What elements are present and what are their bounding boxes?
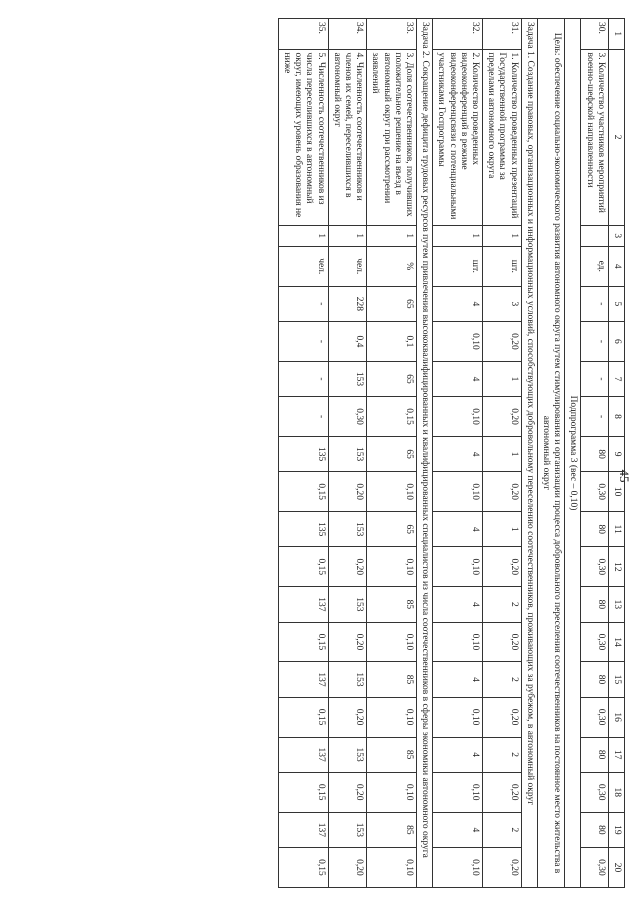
row-number: 31. (482, 19, 521, 50)
header-cell: 8 (608, 397, 624, 437)
cell: 1 (482, 225, 521, 246)
cell: 0,30 (581, 772, 608, 812)
header-cell: 10 (608, 472, 624, 512)
task-row (521, 19, 537, 888)
cell: 0,30 (581, 547, 608, 587)
cell: 4 (433, 437, 483, 472)
cell: 1 (278, 225, 328, 246)
header-cell: 7 (608, 361, 624, 396)
cell: 0,15 (278, 547, 328, 587)
unit: ед. (581, 246, 608, 286)
cell: 80 (581, 662, 608, 697)
cell: 0,30 (581, 697, 608, 737)
cell: 65 (367, 286, 417, 321)
cell: 0,10 (433, 622, 483, 662)
task-row (416, 19, 432, 888)
indicator-name: 2. Количество проведенных видеоконференций в режиме видеоконференцсвязи с потенциальными участниками Госпрограммы (433, 49, 483, 225)
indicator-name: 3. Доля соотечественников, получивших положительное решение на въезд в автономный округ при рассмотрении заявлений (367, 49, 417, 225)
cell: 137 (278, 737, 328, 772)
cell: 0,30 (328, 397, 367, 437)
cell: - (278, 286, 328, 321)
cell: 0,30 (581, 472, 608, 512)
cell: 0,10 (433, 847, 483, 887)
header-cell: 3 (608, 225, 624, 246)
cell: 85 (367, 587, 417, 622)
cell: - (278, 361, 328, 396)
cell: - (581, 321, 608, 361)
cell: 3 (482, 286, 521, 321)
cell: 80 (581, 812, 608, 847)
row-number: 35. (278, 19, 328, 50)
cell: 0,15 (278, 772, 328, 812)
cell: - (278, 321, 328, 361)
cell: 0,15 (278, 622, 328, 662)
cell: 1 (482, 512, 521, 547)
cell (581, 225, 608, 246)
cell: - (581, 286, 608, 321)
cell: - (278, 397, 328, 437)
cell: 0,15 (278, 697, 328, 737)
cell: - (581, 361, 608, 396)
cell: 65 (367, 437, 417, 472)
goal-row (537, 19, 564, 888)
cell: 153 (328, 812, 367, 847)
cell: 0,4 (328, 321, 367, 361)
cell: 0,20 (482, 321, 521, 361)
cell: 0,10 (367, 847, 417, 887)
page-number: 45 (617, 469, 632, 483)
cell: 1 (482, 437, 521, 472)
cell: 0,10 (367, 772, 417, 812)
rotated-table-page (100, 18, 625, 888)
cell: 0,15 (278, 847, 328, 887)
goal-text: Цель: обеспечение социально-экономического развития автономного округа путем стимулирования и организации процесса добровольного переселения соотечественников на постоянное место жительства в автономный округ (537, 19, 564, 888)
task-1-text: Задача 1. Создание правовых, организационных и информационных условий, способствующих добровольному переселению соотечественников, проживающих за рубежом, в автономный округ (521, 19, 537, 888)
cell: 4 (433, 662, 483, 697)
cell: 0,20 (482, 547, 521, 587)
header-cell: 6 (608, 321, 624, 361)
header-cell: 15 (608, 662, 624, 697)
cell: 0,20 (328, 547, 367, 587)
cell: 228 (328, 286, 367, 321)
cell: 4 (433, 812, 483, 847)
cell: 0,10 (367, 472, 417, 512)
cell: 1 (328, 225, 367, 246)
cell: 2 (482, 587, 521, 622)
cell: 0,10 (433, 397, 483, 437)
indicator-name: 5. Численность соотечественников из числа переселившихся в автономный округ, имеющих уровень образования не ниже (278, 49, 328, 225)
cell: 0,20 (328, 772, 367, 812)
cell: 4 (433, 512, 483, 547)
cell: 0,10 (433, 321, 483, 361)
header-cell: 5 (608, 286, 624, 321)
header-cell: 13 (608, 587, 624, 622)
task-2-text: Задача 2. Сокращение дефицита трудовых ресурсов путем привлечения высококвалифицированных и квалифицированных специалистов из числа соотечественников в сферы экономики автономного округа (416, 19, 432, 888)
cell: 153 (328, 662, 367, 697)
cell: 0,10 (433, 547, 483, 587)
table-row (328, 19, 367, 888)
cell: 0,30 (581, 847, 608, 887)
cell: 0,20 (482, 397, 521, 437)
cell: 1 (433, 225, 483, 246)
indicator-name: 3. Количество участников мероприятий военно-шефской направленности (581, 49, 608, 225)
cell: 135 (278, 512, 328, 547)
cell: 1 (482, 361, 521, 396)
header-cell: 1 (608, 19, 624, 50)
cell: 2 (482, 737, 521, 772)
unit: шт. (482, 246, 521, 286)
cell: 153 (328, 361, 367, 396)
cell: 65 (367, 361, 417, 396)
indicator-name: 1. Количество проведенных презентаций Государственной программы за пределами автономного округа (482, 49, 521, 225)
cell: 137 (278, 662, 328, 697)
cell: 0,10 (433, 697, 483, 737)
row-number: 33. (367, 19, 417, 50)
cell: - (581, 397, 608, 437)
table-row (278, 19, 328, 888)
cell: 4 (433, 361, 483, 396)
table-row (433, 19, 483, 888)
header-cell: 4 (608, 246, 624, 286)
unit: чел. (328, 246, 367, 286)
cell: 2 (482, 812, 521, 847)
indicator-name: 4. Численность соотечественников и членов их семей, переселившихся в автономный округ (328, 49, 367, 225)
cell: 137 (278, 587, 328, 622)
cell: 0,30 (581, 622, 608, 662)
header-cell: 2 (608, 49, 624, 225)
cell: 0,20 (328, 622, 367, 662)
table-row (367, 19, 417, 888)
unit: шт. (433, 246, 483, 286)
header-cell: 16 (608, 697, 624, 737)
header-cell: 14 (608, 622, 624, 662)
unit: чел. (278, 246, 328, 286)
cell: 65 (367, 512, 417, 547)
cell: 80 (581, 587, 608, 622)
cell: 0,10 (367, 697, 417, 737)
header-cell: 17 (608, 737, 624, 772)
cell: 137 (278, 812, 328, 847)
cell: 85 (367, 812, 417, 847)
header-cell: 19 (608, 812, 624, 847)
cell: 4 (433, 286, 483, 321)
cell: 0,10 (367, 547, 417, 587)
cell: 0,10 (367, 622, 417, 662)
header-cell: 9 (608, 437, 624, 472)
cell: 0,10 (433, 472, 483, 512)
cell: 0,20 (328, 472, 367, 512)
cell: 80 (581, 512, 608, 547)
cell: 80 (581, 437, 608, 472)
cell: 0,1 (367, 321, 417, 361)
cell: 0,20 (328, 697, 367, 737)
cell: 85 (367, 662, 417, 697)
cell: 4 (433, 737, 483, 772)
header-row (608, 19, 624, 888)
row-number: 30. (581, 19, 608, 50)
table-row (581, 19, 608, 888)
row-number: 32. (433, 19, 483, 50)
subprogram-row (565, 19, 581, 888)
cell: 0,20 (482, 622, 521, 662)
cell: 153 (328, 512, 367, 547)
cell: 0,15 (367, 397, 417, 437)
cell: 1 (367, 225, 417, 246)
header-cell: 12 (608, 547, 624, 587)
cell: 153 (328, 437, 367, 472)
cell: 0,15 (278, 472, 328, 512)
cell: 2 (482, 662, 521, 697)
cell: 85 (367, 737, 417, 772)
indicator-table (278, 18, 625, 888)
cell: 0,20 (328, 847, 367, 887)
cell: 0,20 (482, 772, 521, 812)
row-number: 34. (328, 19, 367, 50)
unit: % (367, 246, 417, 286)
cell: 0,10 (433, 772, 483, 812)
header-cell: 20 (608, 847, 624, 887)
cell: 0,20 (482, 847, 521, 887)
header-cell: 18 (608, 772, 624, 812)
cell: 0,20 (482, 472, 521, 512)
header-cell: 11 (608, 512, 624, 547)
cell: 0,20 (482, 697, 521, 737)
cell: 153 (328, 587, 367, 622)
subprogram-title: Подпрограмма 3 (вес – 0,10) (565, 19, 581, 888)
cell: 80 (581, 737, 608, 772)
cell: 135 (278, 437, 328, 472)
cell: 153 (328, 737, 367, 772)
cell: 4 (433, 587, 483, 622)
table-row (482, 19, 521, 888)
